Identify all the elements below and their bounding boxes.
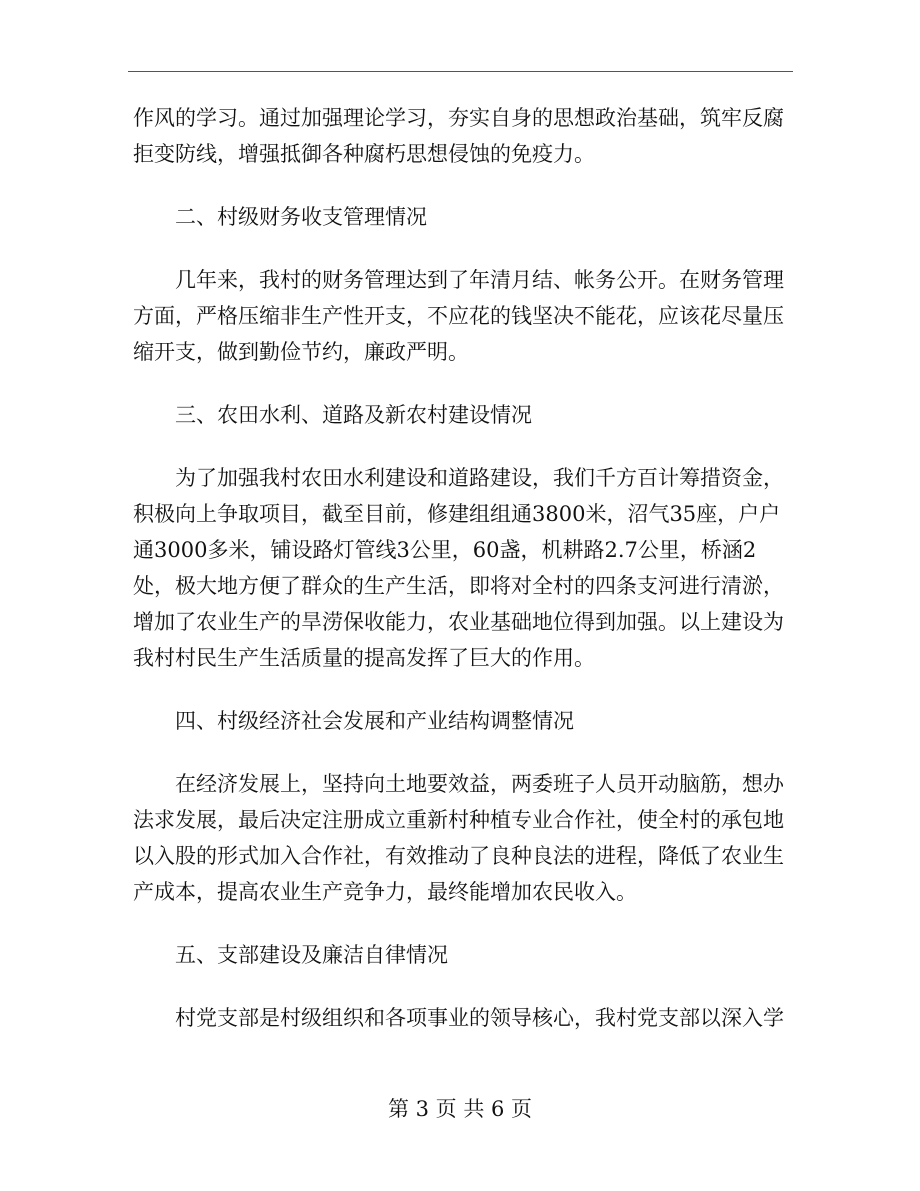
paragraph: 作风的学习。通过加强理论学习，夯实自身的思想政治基础，筑牢反腐拒变防线，增强抵御各种腐朽思想侵蚀的免疫力。 bbox=[133, 106, 784, 166]
paragraph: 几年来，我村的财务管理达到了年清月结、帐务公开。在财务管理方面，严格压缩非生产性开支，不应花的钱坚决不能花，应该花尽量压缩开支，做到勤俭节约，廉政严明。 bbox=[133, 268, 784, 364]
paragraph-gap bbox=[133, 433, 797, 460]
paragraph-gap bbox=[133, 910, 797, 937]
section-heading: 五、支部建设及廉洁自律情况 bbox=[175, 943, 448, 967]
paragraph: 村党支部是村级组织和各项事业的领导核心，我村党支部以深入学 bbox=[175, 1006, 784, 1030]
section-heading: 二、村级财务收支管理情况 bbox=[175, 205, 427, 229]
paragraph-gap bbox=[133, 172, 797, 199]
paragraph-gap bbox=[133, 235, 797, 262]
header-rule bbox=[128, 71, 793, 72]
page-number: 第 3 页 共 6 页 bbox=[387, 1097, 533, 1121]
paragraph: 在经济发展上，坚持向土地要效益，两委班子人员开动脑筋，想办法求发展，最后决定注册成立重新村种植专业合作社，使全村的承包地以入股的形式加入合作社，有效推动了良种良法的进程，降低了农业生产成本，提高农业生产竞争力，最终能增加农民收入。 bbox=[133, 772, 784, 904]
paragraph-gap bbox=[133, 676, 797, 703]
paragraph-gap bbox=[133, 739, 797, 766]
section-heading: 三、农田水利、道路及新农村建设情况 bbox=[175, 403, 532, 427]
paragraph: 为了加强我村农田水利建设和道路建设，我们千方百计筹措资金，积极向上争取项目，截至目前，修建组组通3800米，沼气35座，户户通3000多米，铺设路灯管线3公里，60盏，机耕路2.7公里，桥涵2处，极大地方便了群众的生产生活，即将对全村的四条支河进行清淤，增加了农业生产的旱涝保收能力，农业基础地位得到加强。以上建设为我村村民生产生活质量的提高发挥了巨大的作用。 bbox=[133, 466, 784, 670]
paragraph-gap bbox=[133, 370, 797, 397]
document-body bbox=[133, 100, 797, 1036]
paragraph-gap bbox=[133, 973, 797, 1000]
section-heading: 四、村级经济社会发展和产业结构调整情况 bbox=[175, 709, 574, 733]
